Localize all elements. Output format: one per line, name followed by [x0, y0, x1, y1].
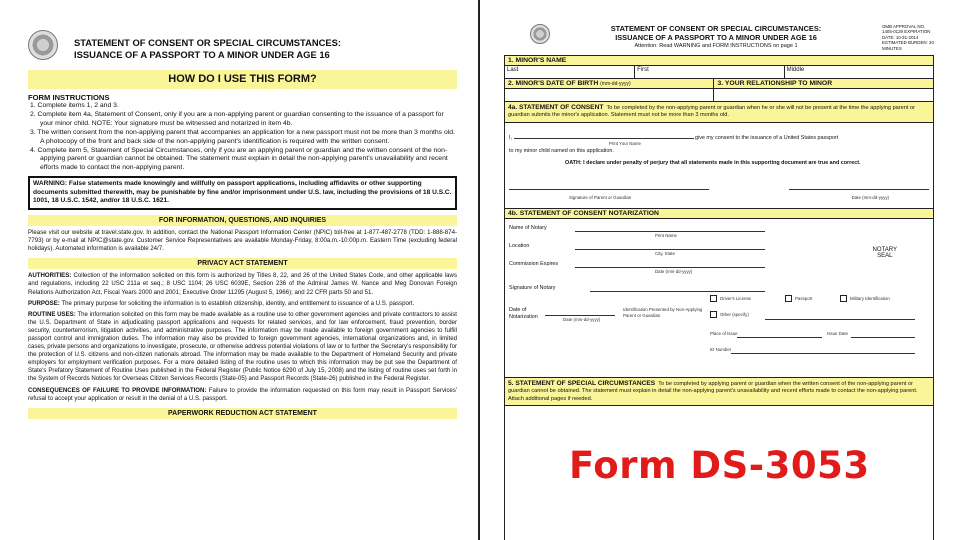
consent-block: I, give my consent to the issuance of a United States passport Print Your Name to my minor child named on this application. OATH: I declare under penalty of perjury that all statements made in this supporting document are true and correct. Signature of Parent or Guardian Date (mm-dd-yyyy) [505, 122, 933, 208]
page-divider [478, 0, 480, 540]
department-seal-icon [28, 30, 58, 60]
department-seal-icon [530, 24, 550, 44]
other-id-line[interactable] [765, 319, 915, 320]
consequences-paragraph: CONSEQUENCES OF FAILURE TO PROVIDE INFORMATION: Failure to provide the information requested on this form may result in Passport Services' refusal to accept your application or result in the denial of a U.S. passport. [28, 386, 457, 402]
dob-relationship-row [505, 88, 933, 101]
privacy-heading: PRIVACY ACT STATEMENT [28, 258, 457, 269]
signature-date-line[interactable] [789, 189, 929, 190]
instructions-page [0, 0, 471, 540]
passport-checkbox[interactable] [785, 295, 792, 302]
form-header [504, 24, 934, 51]
special-circumstances-section: 5. STATEMENT OF SPECIAL CIRCUMSTANCES To be completed by applying parent or guardian when the written consent of the non-applying parent or guardian cannot be obtained. The statement must explain in detail the non-applying parent's unavailability and recent efforts made to contact the non-applying parent. Attach additional pages if needed. [505, 377, 933, 405]
place-of-issue-line[interactable] [737, 337, 822, 338]
info-text: Please visit our website at travel.state.gov. In addition, contact the National Passport Information Center (NPIC) toll-free at 1-877-487-2778 (TDD: 1-888-874-7793) or by e-mail at NPIC@state.gov. Customer Service Representatives are available Monday-Friday, 8:00a.m.-10:00p.m. Eastern Time (excluding federal holidays). Automated information is available 24/7. [28, 229, 457, 253]
dob-field[interactable] [505, 89, 713, 101]
first-name-field[interactable]: First [634, 66, 783, 78]
military-id-checkbox[interactable] [840, 295, 847, 302]
instruction-item: 2. Complete item 4a, Statement of Consent, only if you are a non-applying parent or guardian consenting to the issuance of a passport for your minor child. NOTE: Your signature must be witnessed and notarized in item 4b. [30, 110, 444, 127]
notarization-block: Name of Notary Print Name Location City, State Commission Expires Date (mm-dd-yyyy) NOTARY SEAL Signature of Notary Date of Notarization Date (mm-dd-yyyy) Identification Presented by Non-Applying Parent or Guardian Driver's License Passport Military Identification Other (specify) Place of Issue Issue Date ID Number [505, 218, 933, 377]
relationship-field[interactable] [713, 89, 933, 101]
notary-name-line[interactable] [575, 231, 765, 232]
instruction-item: 3. The written consent from the non-applying parent that accompanies an application for a new passport must not be more than 3 months old. A photocopy of the front and back side of the non-applying parent's identification is required with the written consent. [30, 128, 455, 145]
howto-heading: HOW DO I USE THIS FORM? [28, 70, 457, 89]
instructions-list [28, 102, 457, 173]
info-heading: FOR INFORMATION, QUESTIONS, AND INQUIRIES [28, 215, 457, 226]
other-id-checkbox[interactable] [710, 311, 717, 318]
instructions-title: STATEMENT OF CONSENT OR SPECIAL CIRCUMSTANCES: ISSUANCE OF A PASSPORT TO A MINOR UNDER AGE 16 [74, 37, 342, 60]
last-name-field[interactable]: Last [507, 67, 519, 74]
notarization-section: 4b. STATEMENT OF CONSENT NOTARIZATION [505, 208, 933, 218]
instructions-heading: FORM INSTRUCTIONS [28, 93, 110, 102]
consent-name-line[interactable] [514, 138, 694, 139]
statement-of-consent-section: 4a. STATEMENT OF CONSENT To be completed by the non-applying parent or guardian when he or she will not be present at the time the applying parent or guardian submits the minor's application. Statement must not be more than 3 months old. [505, 101, 933, 122]
form-title: STATEMENT OF CONSENT OR SPECIAL CIRCUMSTANCES: ISSUANCE OF A PASSPORT TO A MINOR UNDER AGE 16 Attention: Read WARNING and FORM INSTRUCTIONS on page 1 [610, 24, 822, 49]
middle-name-field[interactable]: Middle [784, 66, 933, 78]
authorities-paragraph: AUTHORITIES: Collection of the information solicited on this form is authorized by Titles 8, 22, and 26 of the United States Code, and other applicable laws and regulations, including 22 USC 211a et seq.; 8 USC 1104; 26 USC 6039E, Section 236 of the Admiral James W. Nance and Meg Donovan Foreign Relations Authorization Act, Fiscal Years 2000 and 2001; Executive Order 11295 (August 5, 1966); and 22 CFR parts 50 and 51. [28, 272, 457, 296]
instruction-item: 4. Complete item 5, Statement of Special Circumstances, only if you are an applying parent or guardian and the written consent of the non-applying parent or guardian cannot be obtained. The statement must explain in detail the non-applying parent's unavailability and recent efforts made to contact the non-applying parent. [30, 146, 448, 172]
issue-date-line[interactable] [851, 337, 915, 338]
notary-signature-line[interactable] [590, 291, 765, 292]
omb-approval: OMB APPROVAL NO. 1405-0129 EXPIRATION DATE: 10-31-2014 ESTIMATED BURDEN: 20 MINUTES [882, 24, 934, 51]
oath-text: OATH: I declare under penalty of perjury that all statements made in this supporting document are true and correct. [565, 159, 861, 166]
location-line[interactable] [575, 249, 765, 250]
id-number-line[interactable] [731, 353, 915, 354]
minor-name-row [505, 65, 933, 78]
notary-seal: NOTARY SEAL [872, 246, 897, 259]
commission-line[interactable] [575, 267, 765, 268]
drivers-license-checkbox[interactable] [710, 295, 717, 302]
paperwork-heading: PAPERWORK REDUCTION ACT STATEMENT [28, 408, 457, 419]
instructions-header [28, 30, 457, 61]
notarization-date-line[interactable] [545, 315, 615, 316]
routine-uses-paragraph: ROUTINE USES: The information solicited on this form may be made available as a routine use to other government agencies and private contractors to assist the U.S. Department of State in adjudicating passport applications and requests for related services, and for law enforcement, fraud prevention, border security, counterterrorism, litigation activities, and administrative purposes. The information may be made available to foreign government agencies to fulfill passport control and immigration duties. The information may also be provided to foreign government agencies, international organizations and, in limited cases, private persons and organizations to investigate, prosecute, or otherwise address potential violations of law or to further the Secretary's responsibility for the protection of U.S. citizens and non-citizen nationals abroad. The information may be made available to the Department of Homeland Security and private employers for employment verification purposes. For a more detailed listing of the routine uses to which this information may be put see the Department of State's Prefatory Statement of Routine Uses published in the Federal Register (Public Notice 6290 of July 15, 2008) and the listing of routine uses set forth in the System of Records Notices for Overseas Citizen Services Records (State-05) and Passport Records (State-26) published in the Federal Register. [28, 310, 457, 383]
instruction-item: 1. Complete items 1, 2 and 3. [30, 102, 119, 109]
form-name-label: Form DS-3053 [569, 444, 870, 487]
purpose-paragraph: PURPOSE: The primary purpose for soliciting the information is to establish citizenship, identity, and entitlement to issuance of a U.S. passport. [28, 299, 415, 307]
minor-name-section: 1. MINOR'S NAME [505, 56, 933, 65]
warning-box: WARNING: False statements made knowingly and willfully on passport applications, including affidavits or other supporting documents submitted therewith, may be punishable by fine and/or imprisonment under U.S. law, including the provisions of 18 U.S.C. 1001, 18 U.S.C. 1542, and/or 18 U.S.C. 1621. [28, 176, 457, 210]
parent-signature-line[interactable] [509, 189, 709, 190]
dob-relationship-section: 2. MINOR'S DATE OF BIRTH (mm-dd-yyyy) 3. YOUR RELATIONSHIP TO MINOR [505, 78, 933, 88]
